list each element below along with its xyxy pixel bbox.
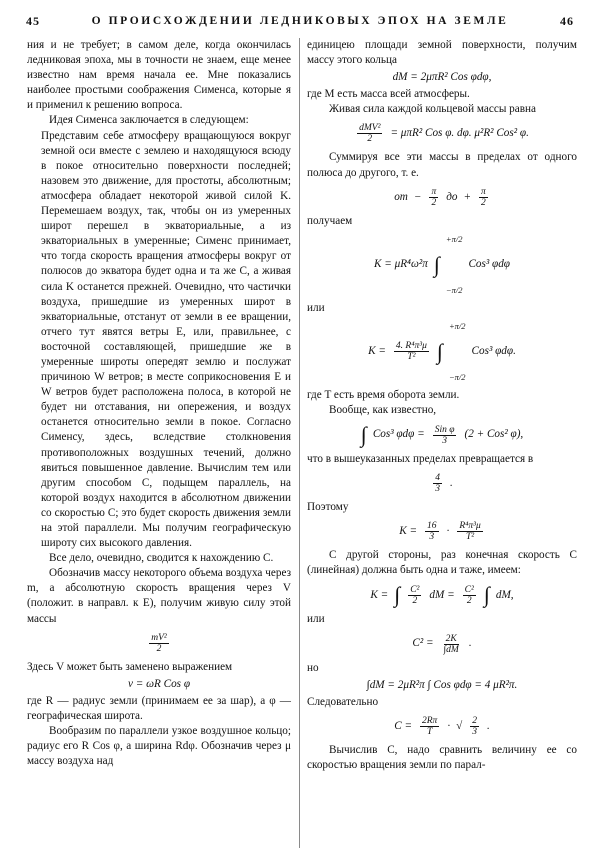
formula <box>307 424 577 446</box>
formula-rhs: dM, <box>495 588 514 601</box>
formula-num: R⁴π³μ <box>459 521 481 532</box>
formula-num: Sin φ <box>434 424 455 435</box>
paragraph: Суммируя все эти массы в пределах от одного полюса до другого, т. е. <box>307 151 577 179</box>
formula-den: 3 <box>472 726 477 737</box>
paragraph: но <box>307 661 319 674</box>
formula-lhs: C² = <box>412 637 434 650</box>
formula-num: mV² <box>151 632 167 643</box>
paragraph: единицею площади земной поверхности, получим массу этого кольца <box>307 39 577 67</box>
formula-num: C² <box>410 584 420 595</box>
formula-dot: · <box>446 525 450 538</box>
paragraph: где T есть время оборота земли. <box>307 388 460 401</box>
formula-den: 3 <box>429 532 435 543</box>
formula-num: 4 <box>435 473 440 484</box>
formula-num: 16 <box>427 521 437 532</box>
integral-sign: ∫ <box>436 338 443 364</box>
formula-lhs: K = <box>370 588 389 601</box>
formula <box>307 584 577 606</box>
formula-den: 2 <box>481 197 486 208</box>
formula-den: 3 <box>435 484 440 495</box>
formula: dM = 2μπR² Cos φdφ, <box>392 71 492 84</box>
integral-sign: ∫ <box>483 582 490 608</box>
text-to: до <box>446 190 458 203</box>
integral-sign: ∫ <box>433 251 440 277</box>
formula-den: 2 <box>412 595 418 606</box>
paragraph: Здесь V может быть заменено выражением <box>27 660 233 673</box>
plus-sign: + <box>463 190 472 203</box>
paragraph: Живая сила каждой кольцевой массы равна <box>329 103 536 116</box>
paragraph: Вообще, как известно, <box>329 403 437 416</box>
formula-den: 2 <box>431 197 437 208</box>
formula-num: 2K <box>445 633 457 644</box>
paragraph: или <box>307 613 325 626</box>
lower-limit: −π/2 <box>448 371 466 382</box>
formula: v = ωR Cos φ <box>127 677 191 690</box>
formula <box>307 634 577 655</box>
formula-den: T² <box>465 532 475 543</box>
formula-den: T² <box>407 352 416 363</box>
paragraph: Поэтому <box>307 501 349 514</box>
formula-mid: dM = <box>429 588 455 601</box>
formula: ∫dM = 2μR²π ∫ Cos φdφ = 4 μR²π. <box>366 678 518 691</box>
formula-lhs: K = <box>368 345 386 358</box>
formula <box>307 716 577 737</box>
formula-num: C² <box>464 584 474 595</box>
formula <box>307 473 577 494</box>
running-title: О ПРОИСХОЖДЕНИИ ЛЕДНИКОВЫХ ЭПОХ НА ЗЕМЛЕ <box>91 15 509 27</box>
formula-den: 3 <box>442 435 447 446</box>
paragraph: ния и не требует; в самом деле, когда окончилась ледниковая эпоха, мы в точности не знаем, еще менее известно нам время начала ее. Мне показались наиболее простыми соображения Сименса, которые я и применил к решению вопроса. <box>27 39 291 112</box>
paragraph: Вычислив C, надо сравнить величину ее со скоростью вращения земли по парал- <box>307 743 577 771</box>
lower-limit: −π/2 <box>445 284 463 295</box>
formula-dot: . <box>449 477 453 490</box>
formula-lhs: Cos³ φdφ = <box>372 428 425 441</box>
formula-dot: · <box>447 719 451 732</box>
formula-num: 2 <box>472 715 477 726</box>
page-header <box>26 12 574 32</box>
paragraph: где R — радиус земли (принимаем ее за шар), а φ — географическая широта. <box>27 694 291 722</box>
column-divider <box>299 38 300 848</box>
formula-num: 2Rπ <box>422 715 438 726</box>
formula-den: T <box>427 726 433 737</box>
blockquote: Представим себе атмосферу вращающуюся вокруг земной оси вместе с землею и находящуюся всюду в покое относительно поверхности последней; назовем это движение, для простоты, абсолютным; атмосфера обладает некоторой живой силой K. Перемешаем воздух, так, чтобы он из умеренных широт перешел в экваториальные, а из экваториальных в умеренные; Сименс принимает, что тогда скорость вращения атмосферы вокруг от полюсов до экватора будет одна и та же C, а живая сила K останется прежней. Очевидно, что частички воздуха, пришедшие из умеренных широт в экваториальные, отстанут от земли в ее вращении, отчего тут явятся ветры E, или, правильнее, с восточной составляющей, пришедшие же в умеренные широты опередят землю и послужат причиною W ветров; в месте соприкосновения E и W ветров будет расположена полоса, в которой не будет ни отставания, ни опережения, и воздух останется относительно земли в покое. Согласно Сименсу, здесь, вследствие столкновения противоположных воздушных течений, должно явиться повышенное давление. Вычислим тем или другим способом C, подыщем параллель, на которой воздух находится в абсолютном движении со скоростью C; это будет скорость движения земли на этой параллели. Мы получим географическую широту сих высокого давления. <box>41 129 291 550</box>
formula-body: Cos³ φdφ. <box>471 345 516 358</box>
integral-sign: ∫ <box>394 582 401 608</box>
formula <box>307 521 577 542</box>
left-column <box>27 38 291 769</box>
formula-den: 2 <box>156 643 162 654</box>
right-column <box>307 38 577 773</box>
upper-limit: +π/2 <box>448 320 466 331</box>
page-number-right: 46 <box>560 14 574 28</box>
formula <box>307 235 577 295</box>
paragraph: Обозначив массу некоторого объема воздуха через m, а абсолютную скорость вращения через V (положит. в направл. к E), получим живую силу этой массы <box>27 567 291 625</box>
formula-lhs: K = <box>399 525 418 538</box>
paragraph: Идея Сименса заключается в следующем: <box>49 114 249 127</box>
formula-den: ∫dM <box>443 644 459 655</box>
formula-den: 2 <box>367 134 373 145</box>
paragraph: или <box>307 301 325 314</box>
formula-lhs: C = <box>394 719 412 732</box>
formula-end: . <box>487 719 490 732</box>
formula-num: 4. R⁴π³μ <box>395 341 427 352</box>
formula-num: π <box>431 186 437 197</box>
text-from: от <box>394 190 408 203</box>
formula-num: dMV² <box>359 123 381 134</box>
paragraph: получаем <box>307 214 353 227</box>
formula-den: 2 <box>466 595 472 606</box>
paragraph: где M есть масса всей атмосферы. <box>307 88 470 101</box>
formula <box>307 123 577 144</box>
formula-body: Cos³ φdφ <box>468 258 510 271</box>
paragraph: С другой стороны, раз конечная скорость C (линейная) должна быть одна и таже, имеем: <box>307 549 577 577</box>
upper-limit: +π/2 <box>445 233 463 244</box>
integral-sign: ∫ <box>360 422 367 448</box>
formula <box>27 633 291 654</box>
paragraph: Следовательно <box>307 695 379 708</box>
minus-sign: − <box>413 190 422 203</box>
sqrt-sign: √ <box>456 719 463 732</box>
formula <box>307 322 577 382</box>
formula-lhs: K = μR⁴ω²π <box>374 258 428 271</box>
paragraph: что в вышеуказанных пределах превращается в <box>307 453 534 466</box>
formula-limits <box>307 187 577 208</box>
formula-rhs: (2 + Cos² φ), <box>464 428 524 441</box>
formula-dot: . <box>468 637 472 650</box>
paragraph: Все дело, очевидно, сводится к нахождению C. <box>49 552 274 565</box>
formula-num: π <box>481 186 486 197</box>
paragraph: Вообразим по параллели узкое воздушное кольцо; радиус его R Cos φ, а ширина Rdφ. Обозначив через μ массу воздуха над <box>27 725 291 768</box>
formula-rest: = μπR² Cos φ. dφ. μ²R² Cos² φ. <box>390 127 529 140</box>
page-number-left: 45 <box>26 14 40 28</box>
